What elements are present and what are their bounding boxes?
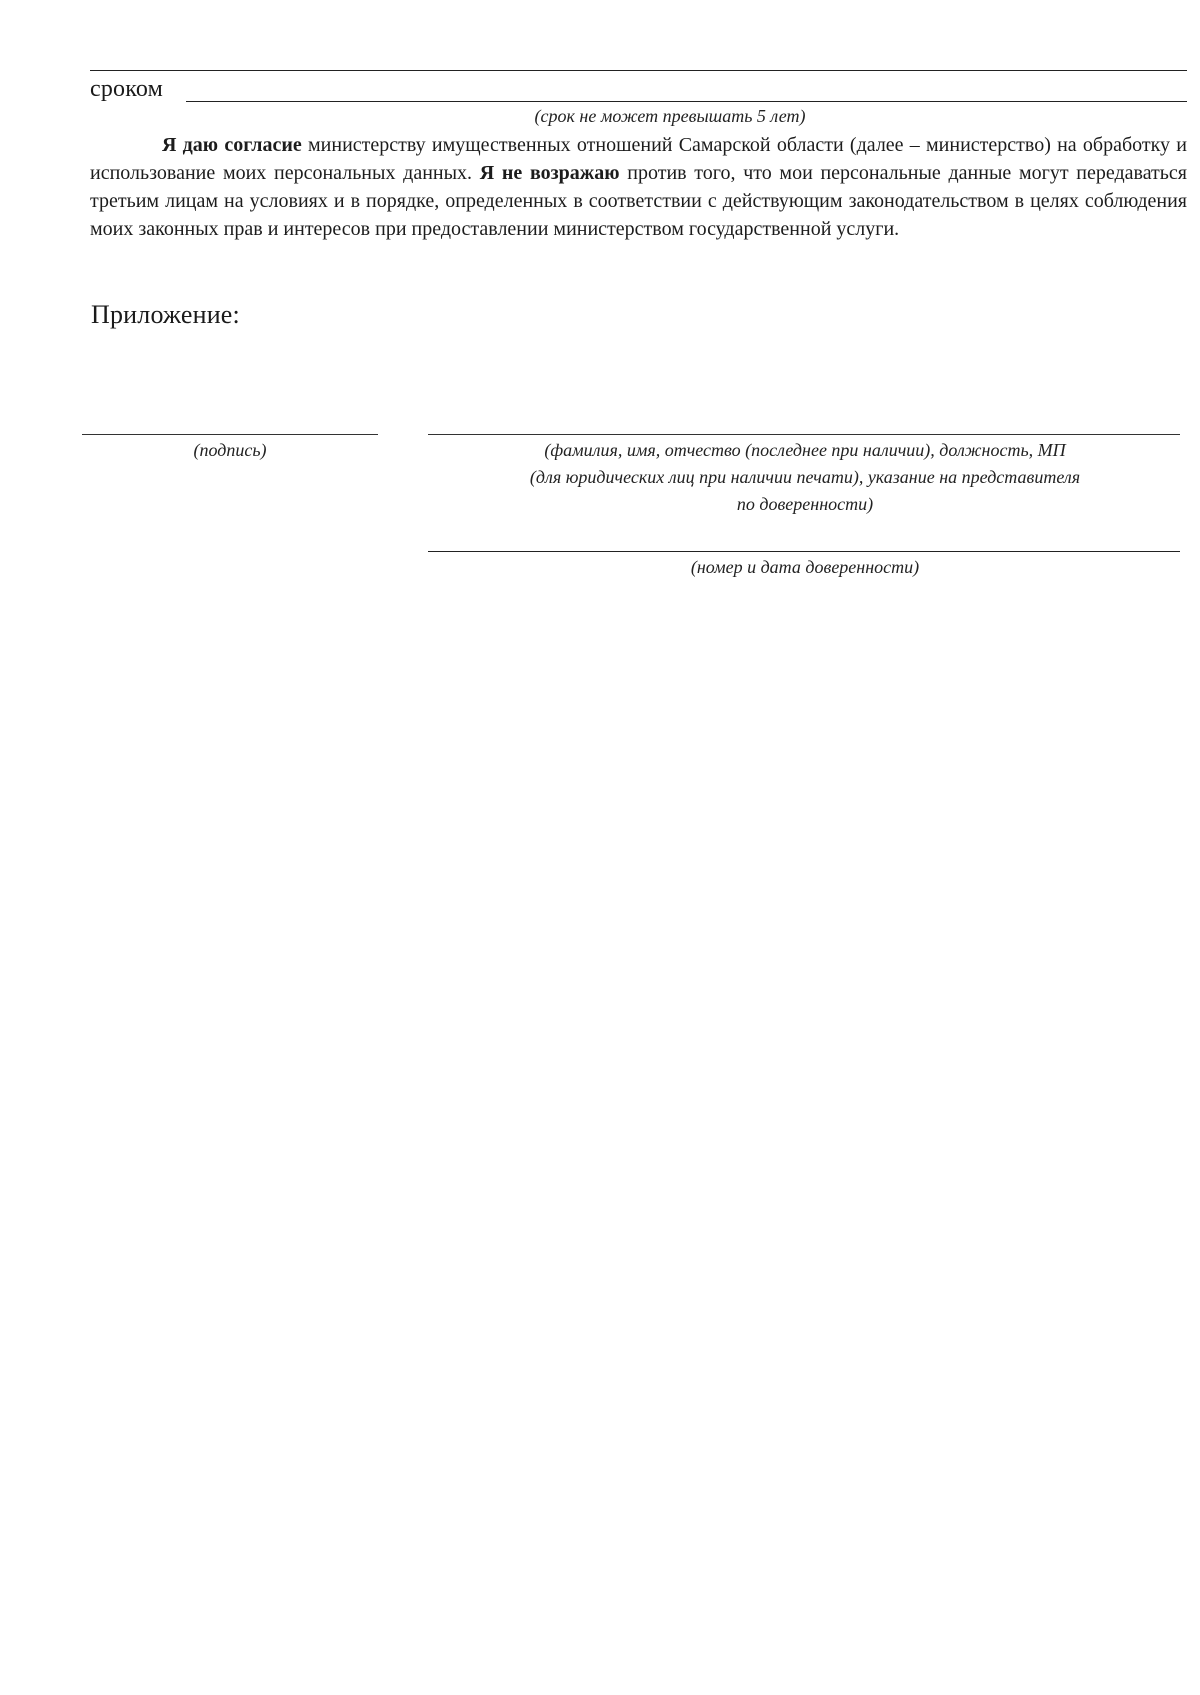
name-caption-line-1: (фамилия, имя, отчество (последнее при наличии), должность, МП bbox=[544, 440, 1066, 460]
name-caption-line-2: (для юридических лиц при наличии печати), указание на представителя bbox=[529, 467, 1081, 487]
top-field-line[interactable] bbox=[90, 70, 1187, 71]
power-of-attorney-line[interactable] bbox=[428, 551, 1180, 552]
term-caption: (срок не может превышать 5 лет) bbox=[534, 106, 806, 126]
consent-text-1: министерству имущественных отношений Самарской области (далее – министерство) на обработку и использование моих персональных данных. bbox=[90, 134, 1187, 184]
term-label: сроком bbox=[90, 76, 164, 102]
appendix-label: Приложение: bbox=[91, 300, 240, 329]
term-field-line[interactable] bbox=[186, 101, 1187, 102]
consent-bold-2: Я не возражаю bbox=[479, 162, 620, 184]
signature-line[interactable] bbox=[82, 434, 378, 435]
consent-text-2: против того, что мои персональные данные могут передаваться третьим лицам на условиях и в порядке, определенных в соответствии с действующим законодательством в целях соблюдения моих законных прав и интересов при предоставлении министерством государственной услуги. bbox=[90, 162, 1187, 240]
name-position-line[interactable] bbox=[428, 434, 1180, 435]
power-of-attorney-caption: (номер и дата доверенности) bbox=[690, 557, 920, 577]
name-caption-line-3: по доверенности) bbox=[736, 494, 874, 514]
signature-caption: (подпись) bbox=[193, 440, 267, 460]
consent-paragraph bbox=[90, 131, 1187, 243]
consent-bold-1: Я даю согласие bbox=[162, 134, 302, 156]
